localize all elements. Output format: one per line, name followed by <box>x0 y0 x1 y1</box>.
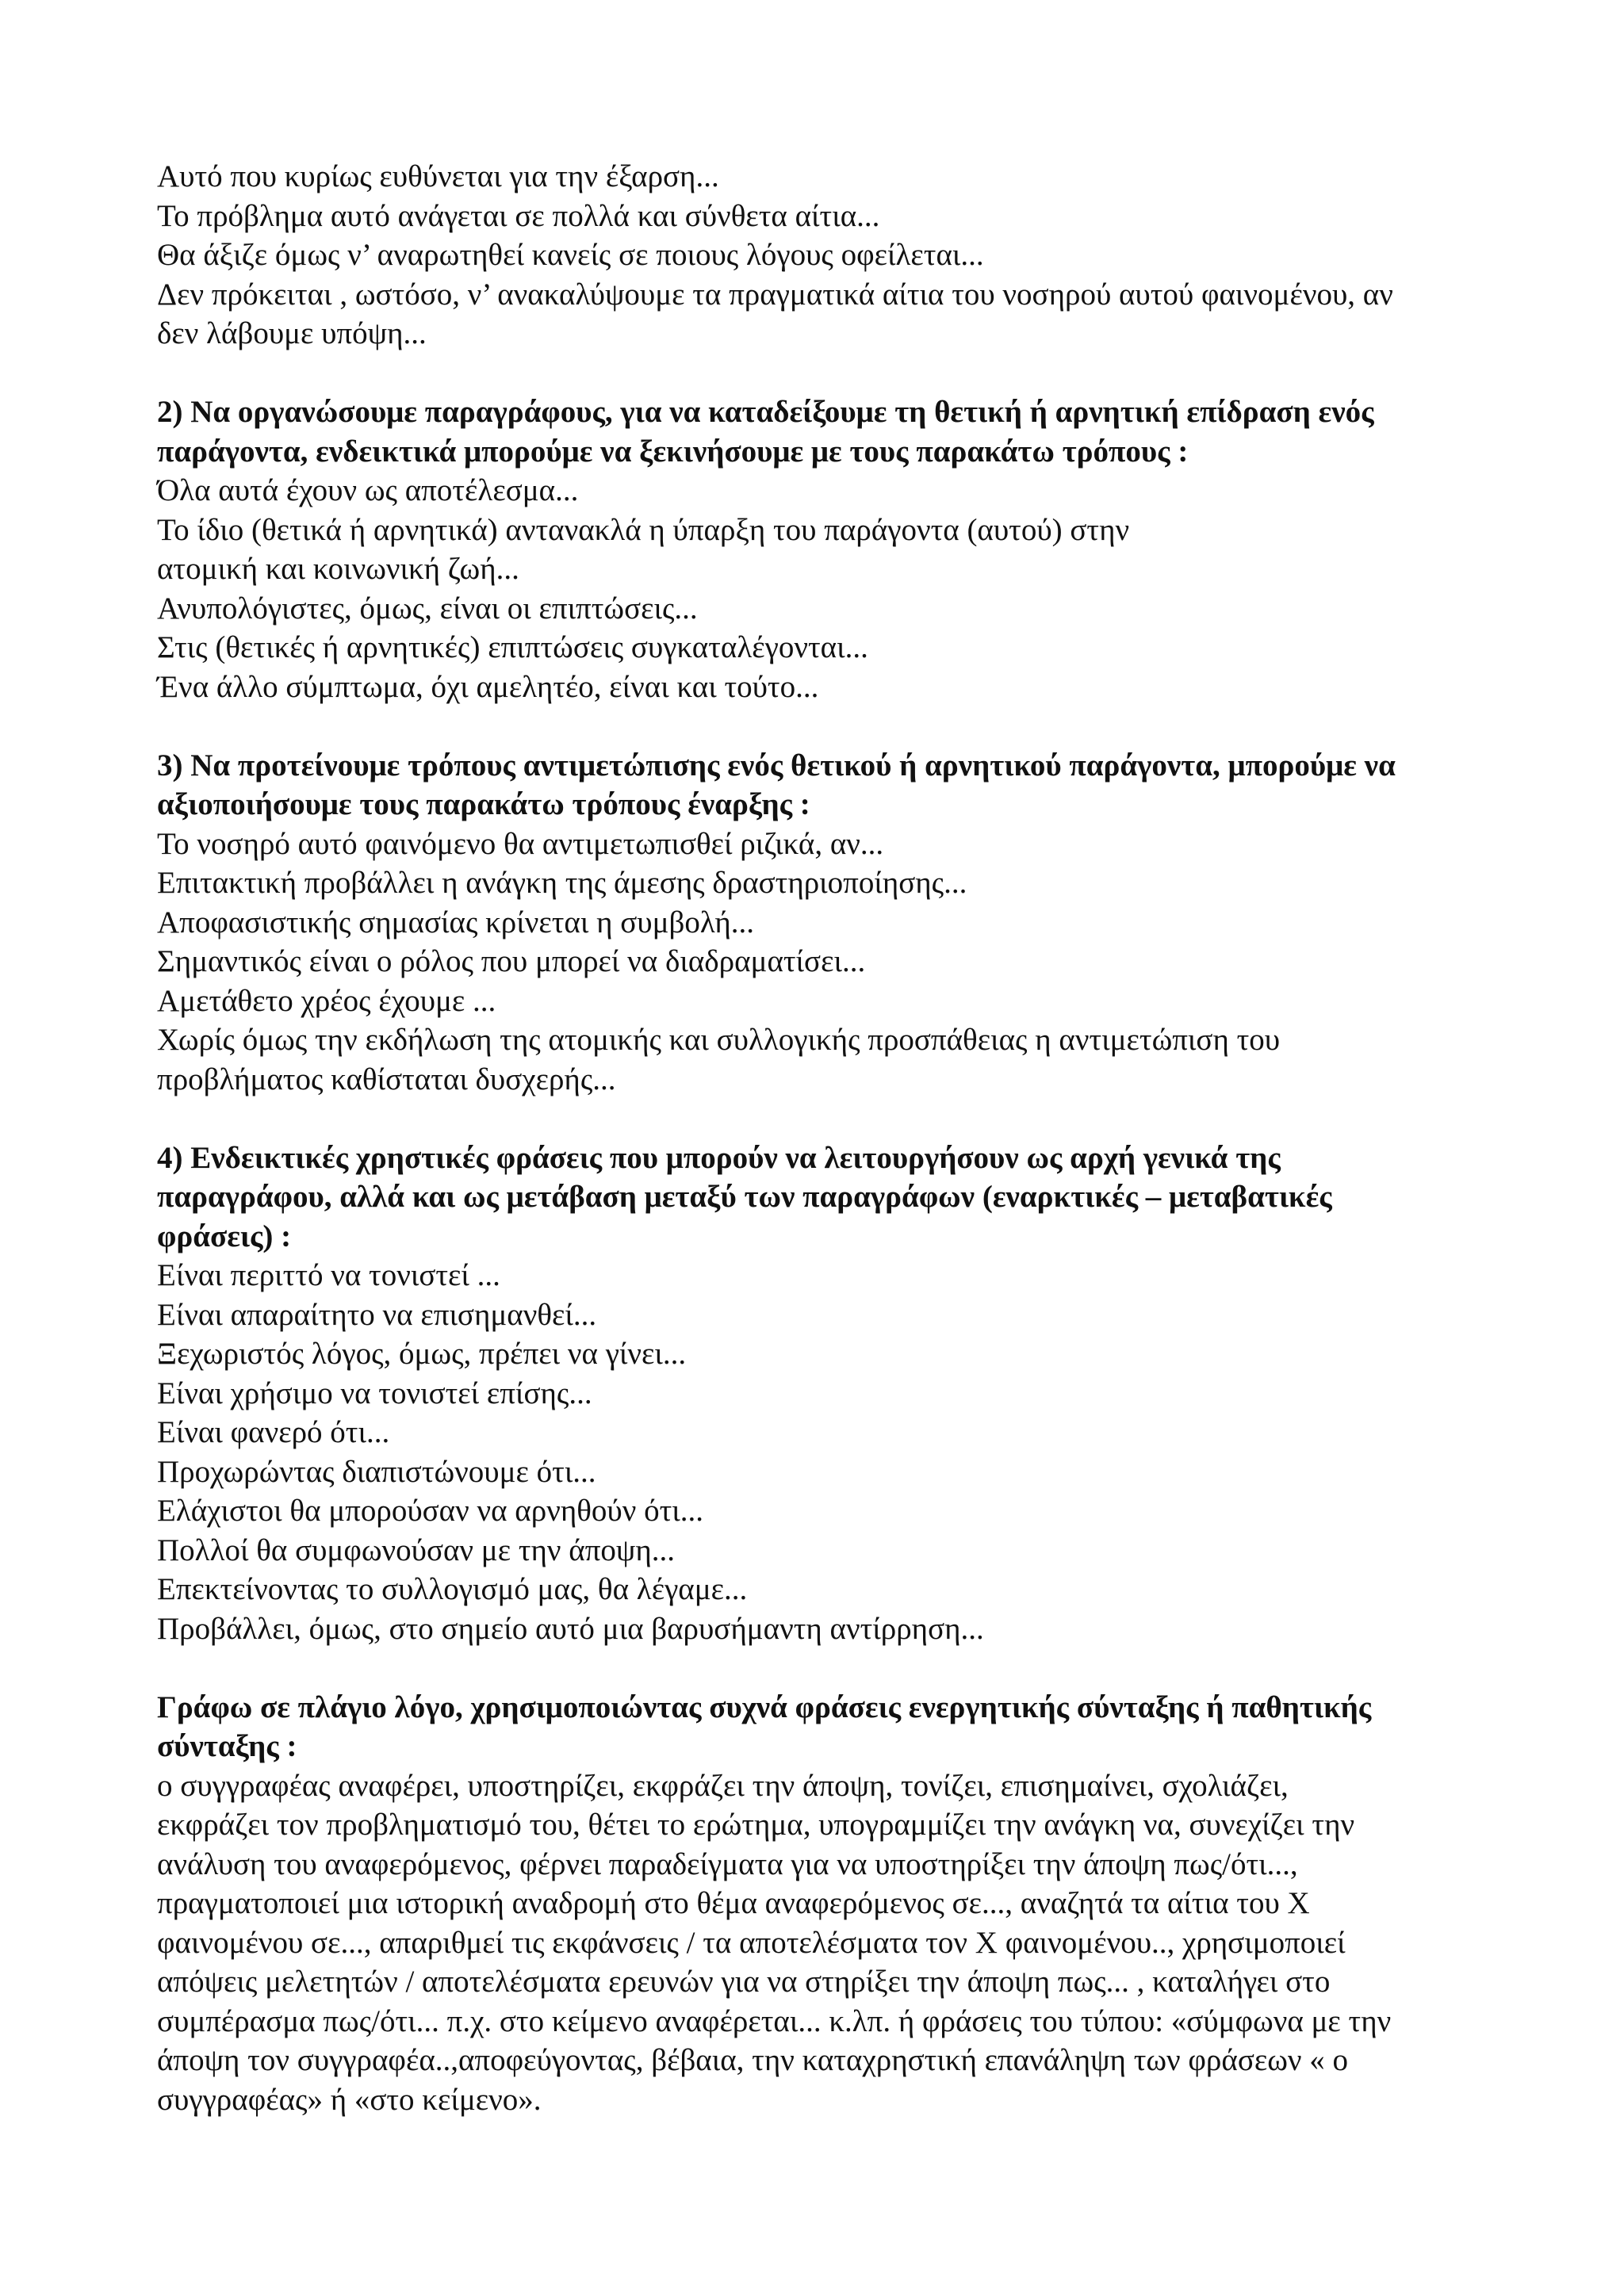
section-heading: Γράφω σε πλάγιο λόγο, χρησιμοποιώντας συχνά φράσεις ενεργητικής σύνταξης ή παθητικής <box>157 1689 1372 1724</box>
phrase-line: Προβάλλει, όμως, στο σημείο αυτό μια βαρυσήμαντη αντίρρηση... <box>157 1611 984 1646</box>
section-heading: φράσεις) : <box>157 1219 292 1253</box>
section-heading: παράγοντα, ενδεικτικά μπορούμε να ξεκινήσουμε με τους παρακάτω τρόπους : <box>157 434 1189 469</box>
section-3 <box>157 746 1469 1100</box>
phrase-line: Το ίδιο (θετικά ή αρνητικά) αντανακλά η ύπαρξη του παράγοντα (αυτού) στην <box>157 512 1130 547</box>
section-4 <box>157 1138 1469 1649</box>
phrase-line: Ξεχωριστός λόγος, όμως, πρέπει να γίνει... <box>157 1337 687 1371</box>
section-heading: αξιοποιήσουμε τους παρακάτω τρόπους έναρξης : <box>157 787 810 821</box>
phrase-line: Σημαντικός είναι ο ρόλος που μπορεί να διαδραματίσει... <box>157 944 866 978</box>
spacer <box>157 354 1469 393</box>
phrase-line: Επεκτείνοντας το συλλογισμό μας, θα λέγαμε... <box>157 1572 748 1606</box>
paragraph-line: εκφράζει τον προβληματισμό του, θέτει το ερώτημα, υπογραμμίζει την ανάγκη να, συνεχίζει την <box>157 1808 1355 1842</box>
paragraph-line: άποψη τον συγγραφέα..,αποφεύγοντας, βέβαια, την καταχρηστική επανάληψη των φράσεων « ο <box>157 2043 1349 2077</box>
phrase-line: Είναι φανερό ότι... <box>157 1415 390 1449</box>
phrase-line: ατομική και κοινωνική ζωή... <box>157 552 519 586</box>
intro-line: Θα άξιζε όμως ν’ αναρωτηθεί κανείς σε ποιους λόγους οφείλεται... <box>157 238 984 272</box>
intro-line: Το πρόβλημα αυτό ανάγεται σε πολλά και σύνθετα αίτια... <box>157 198 880 233</box>
paragraph-line: ο συγγραφέας αναφέρει, υποστηρίζει, εκφράζει την άποψη, τονίζει, επισημαίνει, σχολιάζει, <box>157 1768 1289 1803</box>
section-heading: 2) Να οργανώσουμε παραγράφους, για να καταδείξουμε τη θετική ή αρνητική επίδραση ενός <box>157 395 1374 429</box>
section-2 <box>157 392 1469 706</box>
phrase-line: Το νοσηρό αυτό φαινόμενο θα αντιμετωπισθεί ριζικά, αν... <box>157 826 884 861</box>
phrase-line: Πολλοί θα συμφωνούσαν με την άποψη... <box>157 1533 675 1567</box>
section-heading: παραγράφου, αλλά και ως μετάβαση μεταξύ των παραγράφων (εναρκτικές – μεταβατικές <box>157 1180 1332 1214</box>
phrase-line: Ελάχιστοι θα μπορούσαν να αρνηθούν ότι... <box>157 1494 704 1528</box>
phrase-line: Χωρίς όμως την εκδήλωση της ατομικής και συλλογικής προσπάθειας η αντιμετώπιση του <box>157 1023 1281 1057</box>
document-page <box>157 157 1469 2119</box>
paragraph-line: συμπέρασμα πως/ότι... π.χ. στο κείμενο αναφέρεται... κ.λπ. ή φράσεις του τύπου: «σύμφωνα με την <box>157 2003 1392 2038</box>
section-heading: σύνταξης : <box>157 1729 297 1763</box>
paragraph-line: απόψεις μελετητών / αποτελέσματα ερευνών για να στηρίξει την άποψη πως... , καταλήγει στο <box>157 1965 1331 1999</box>
spacer <box>157 706 1469 746</box>
intro-line: Δεν πρόκειται , ωστόσο, ν’ ανακαλύψουμε τα πραγματικά αίτια του νοσηρού αυτού φαινομένου, αν <box>157 277 1393 312</box>
paragraph-line: συγγραφέας» ή «στο κείμενο». <box>157 2082 542 2117</box>
section-heading: 4) Ενδεικτικές χρηστικές φράσεις που μπορούν να λειτουργήσουν ως αρχή γενικά της <box>157 1140 1281 1175</box>
phrase-line: Στις (θετικές ή αρνητικές) επιπτώσεις συγκαταλέγονται... <box>157 630 868 664</box>
phrase-line: Ανυπολόγιστες, όμως, είναι οι επιπτώσεις... <box>157 591 698 626</box>
phrase-line: Είναι περιττό να τονιστεί ... <box>157 1258 500 1292</box>
phrase-line: Όλα αυτά έχουν ως αποτέλεσμα... <box>157 473 579 507</box>
phrase-line: προβλήματος καθίσταται δυσχερής... <box>157 1062 616 1096</box>
phrase-line: Επιτακτική προβάλλει η ανάγκη της άμεσης δραστηριοποίησης... <box>157 866 967 900</box>
phrase-line: Προχωρώντας διαπιστώνουμε ότι... <box>157 1454 596 1489</box>
spacer <box>157 1648 1469 1688</box>
section-heading: 3) Να προτείνουμε τρόπους αντιμετώπισης ενός θετικού ή αρνητικού παράγοντα, μπορούμε να <box>157 748 1396 783</box>
spacer <box>157 1099 1469 1138</box>
phrase-line: Αποφασιστικής σημασίας κρίνεται η συμβολή... <box>157 905 755 939</box>
section-indirect-speech <box>157 1688 1469 2120</box>
phrase-line: Είναι απαραίτητο να επισημανθεί... <box>157 1297 597 1332</box>
intro-line: Αυτό που κυρίως ευθύνεται για την έξαρση... <box>157 159 719 193</box>
intro-line: δεν λάβουμε υπόψη... <box>157 316 427 350</box>
paragraph-line: πραγματοποιεί μια ιστορική αναδρομή στο θέμα αναφερόμενος σε..., αναζητά τα αίτια του Χ <box>157 1886 1310 1920</box>
paragraph-line: φαινομένου σε..., απαριθμεί τις εκφάνσεις / τα αποτελέσματα τον Χ φαινομένου.., χρησιμοποιεί <box>157 1925 1346 1960</box>
phrase-line: Ένα άλλο σύμπτωμα, όχι αμελητέο, είναι και τούτο... <box>157 669 819 704</box>
phrase-line: Αμετάθετο χρέος έχουμε ... <box>157 983 496 1018</box>
phrase-line: Είναι χρήσιμο να τονιστεί επίσης... <box>157 1376 592 1410</box>
paragraph-line: ανάλυση του αναφερόμενος, φέρνει παραδείγματα για να υποστηρίξει την άποψη πως/ότι..., <box>157 1846 1298 1881</box>
intro-block <box>157 157 1469 354</box>
